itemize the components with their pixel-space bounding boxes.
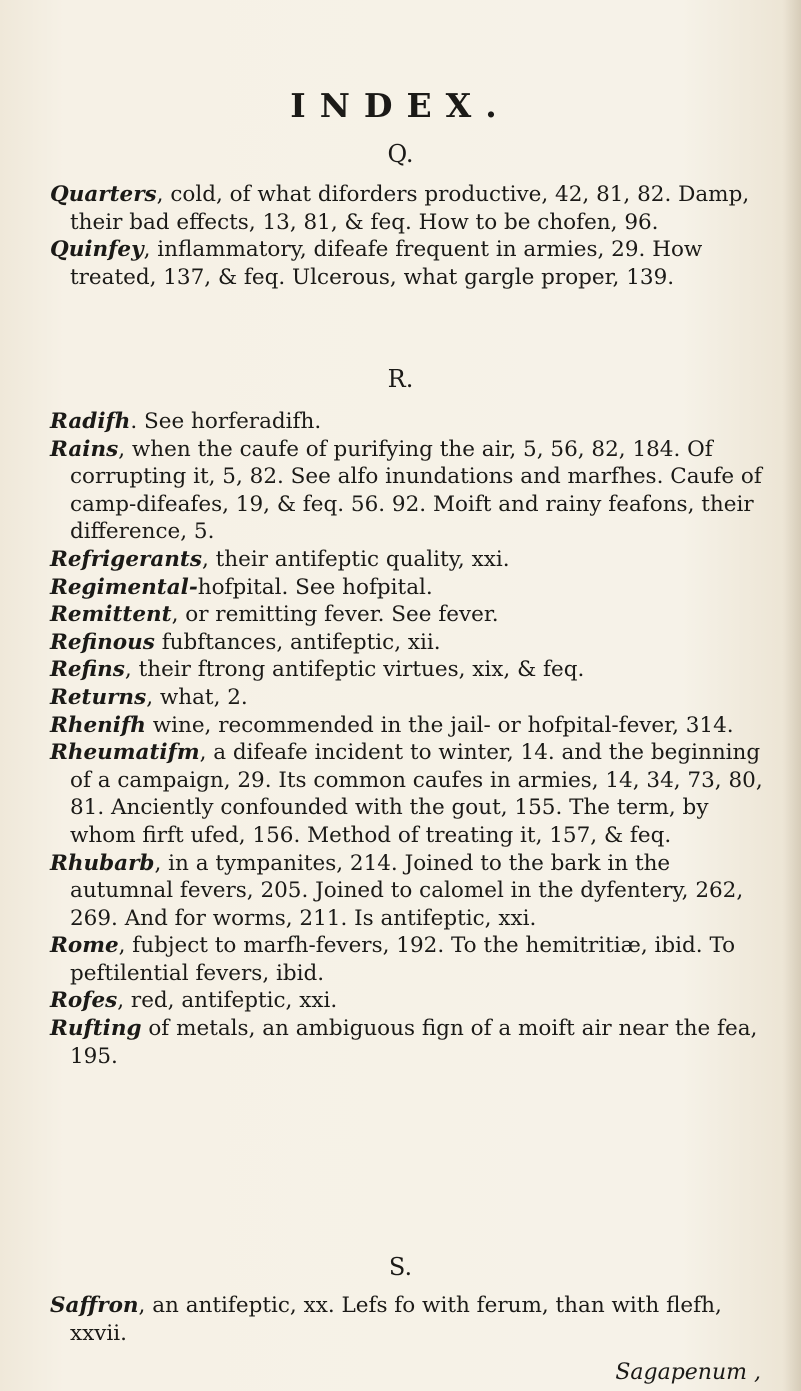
- index-entry: [0, 236, 801, 291]
- entry-text: . See horferadifh.: [130, 409, 322, 434]
- index-entry: [0, 656, 801, 684]
- entry-headword: Rhenifh: [50, 712, 146, 738]
- entry-headword: Rhubarb: [50, 850, 155, 876]
- catchword: Sagapenum ,: [615, 1360, 761, 1385]
- section-letter-s: S.: [388, 1253, 413, 1281]
- entry-headword: Quinfey: [50, 237, 144, 263]
- entry-text: , their ftrong antifeptic virtues, xix, & feq.: [124, 657, 585, 683]
- entry-text: , in a tympanites, 214. Joined to the bark in the autumnal fevers, 205. Joined to calomel in the dyfentery, 262, 269. And for worms, 211. Is antifeptic, xxi.: [70, 850, 744, 931]
- index-entry: [0, 408, 801, 436]
- index-entry: [0, 436, 801, 546]
- index-entry: [0, 712, 801, 740]
- section-s-entries: [0, 1292, 801, 1347]
- entry-text: wine, recommended in the jail- or hofpital-fever, 314.: [145, 712, 734, 738]
- entry-text: , their antifeptic quality, xxi.: [201, 546, 510, 572]
- entry-headword: Regimental-: [50, 574, 198, 600]
- entry-text: of metals, an ambiguous fign of a moift air near the fea, 195.: [70, 1016, 758, 1069]
- index-entry: [0, 629, 801, 657]
- section-q-entries: [0, 181, 801, 291]
- section-letter-q: Q.: [387, 140, 414, 168]
- entry-text: , a difeafe incident to winter, 14. and the beginning of a campaign, 29. Its common caufes in armies, 14, 34, 73, 80, 81. Anciently confounded with the gout, 155. The term, by whom firft ufed, 156. Method of treating it, 157, & feq.: [70, 740, 763, 848]
- index-entry: [0, 987, 801, 1015]
- index-entry: [0, 181, 801, 236]
- index-entry: [0, 684, 801, 712]
- entry-headword: Refinous: [50, 629, 155, 655]
- entry-headword: Rufting: [50, 1016, 142, 1042]
- entry-headword: Returns: [50, 684, 147, 710]
- section-letter-r: R.: [387, 365, 414, 393]
- entry-headword: Refins: [50, 657, 125, 683]
- entry-headword: Radifh: [50, 409, 131, 434]
- entry-text: , inflammatory, difeafe frequent in armies, 29. How treated, 137, & feq. Ulcerous, what gargle proper, 139.: [70, 237, 703, 290]
- index-entry: [0, 932, 801, 987]
- index-entry: [0, 574, 801, 602]
- entry-headword: Remittent: [50, 602, 172, 628]
- entry-headword: Rains: [50, 436, 119, 462]
- entry-headword: Saffron: [50, 1293, 139, 1318]
- entry-text: , what, 2.: [146, 684, 248, 710]
- section-r-entries: [0, 408, 801, 1070]
- entry-text: , or remitting fever. See fever.: [171, 602, 499, 628]
- running-head: INDEX.: [290, 86, 511, 125]
- index-entry: [0, 1015, 801, 1070]
- index-entry: [0, 546, 801, 574]
- entry-text: hofpital. See hofpital.: [197, 574, 433, 600]
- entry-headword: Rome: [50, 933, 119, 959]
- entry-headword: Refrigerants: [50, 546, 202, 572]
- index-entry: [0, 739, 801, 849]
- index-entry: [0, 601, 801, 629]
- entry-text: fubftances, antifeptic, xii.: [154, 629, 441, 655]
- entry-headword: Quarters: [50, 182, 157, 207]
- entry-text: , fubject to marfh-fevers, 192. To the hemitritiæ, ibid. To peftilential fevers, ibid.: [70, 933, 736, 986]
- entry-text: , when the caufe of purifying the air, 5, 56, 82, 184. Of corrupting it, 5, 82. See alfo inundations and marfhes. Caufe of camp-difeafes, 19, & feq. 56. 92. Moift and rainy feafons, their difference, 5.: [70, 436, 762, 545]
- entry-text: , an antifeptic, xx. Lefs fo with ferum, than with flefh, xxvii.: [70, 1293, 722, 1346]
- entry-text: , red, antifeptic, xxi.: [117, 988, 338, 1014]
- entry-headword: Rheumatifm: [50, 740, 200, 766]
- index-entry: [0, 850, 801, 933]
- entry-text: , cold, of what diforders productive, 42, 81, 82. Damp, their bad effects, 13, 81, & feq. How to be chofen, 96.: [70, 182, 750, 235]
- entry-headword: Rofes: [50, 988, 118, 1014]
- index-entry: [0, 1292, 801, 1347]
